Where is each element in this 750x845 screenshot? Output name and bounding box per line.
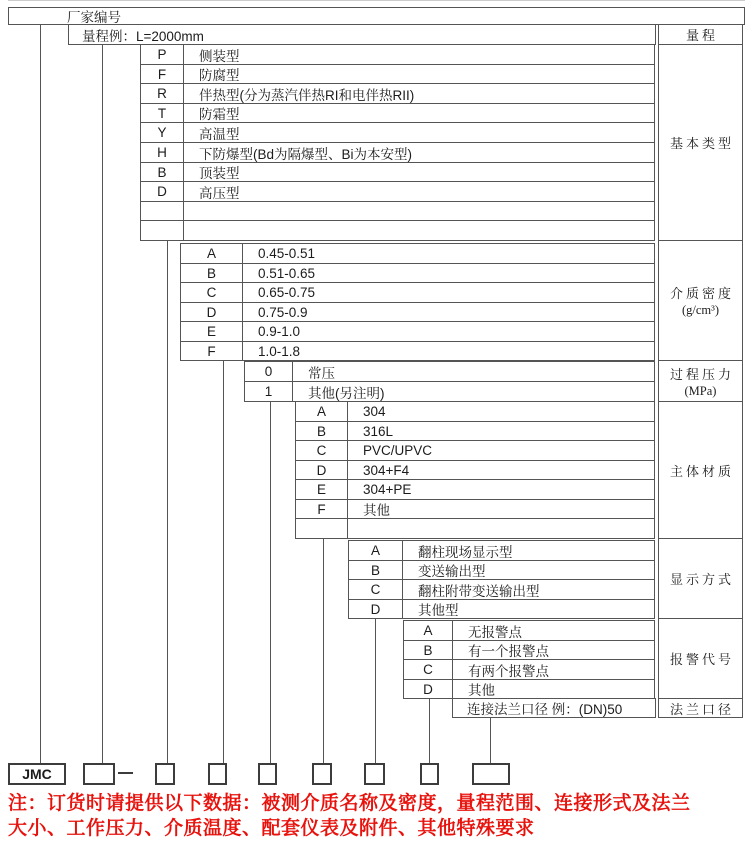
basic-type-desc-cell: 顶装型: [199, 166, 240, 181]
flange-size-text: 连接法兰口径 例：(DN)50: [467, 702, 623, 717]
basic-type-desc-cell: [184, 221, 654, 240]
alarm-code-code-cell: D: [404, 680, 453, 698]
process-pressure-code-cell: 1: [245, 382, 293, 401]
body-material-desc-cell: 316L: [363, 423, 394, 439]
basic-type-row: [140, 220, 655, 241]
basic-type-row: [140, 201, 655, 221]
body-material-desc-cell: 304+F4: [363, 462, 410, 478]
basic-type-row: [140, 44, 655, 65]
basic-type-code-cell: F: [141, 65, 184, 83]
body-material-desc-cell: [348, 519, 654, 538]
basic-type-row: [140, 162, 655, 182]
alarm-code-desc-cell: 有两个报警点: [468, 663, 549, 679]
medium-density-desc-cell: 0.45-0.51: [258, 246, 316, 261]
display-mode-desc-cell: 其他型: [418, 603, 459, 618]
display-mode-row: [348, 540, 655, 561]
label-basic-type: [658, 44, 743, 241]
display-mode-desc-cell: 翻柱现场显示型: [418, 544, 513, 560]
alarm-code-row: [403, 620, 655, 641]
label-medium-density: [658, 240, 743, 361]
process-pressure-row: [244, 361, 655, 382]
body-material-row: [295, 460, 655, 480]
body-material-desc-cell: 304+PE: [363, 482, 412, 497]
basic-type-row: [140, 64, 655, 84]
label-basic-type-text: 基本类型: [669, 136, 734, 151]
basic-type-desc-cell: 下防爆型(Bd为隔爆型、Bi为本安型): [199, 146, 413, 162]
medium-density-row: [180, 302, 655, 322]
medium-density-desc-cell: 0.65-0.75: [258, 285, 316, 300]
body-material-desc-cell: 其他: [363, 503, 390, 518]
label-process-pressure-unit: (MPa): [684, 383, 717, 398]
connector-line-5: [323, 538, 324, 763]
basic-type-desc-cell: 伴热型(分为蒸汽伴热RI和电伴热RII): [199, 87, 415, 103]
display-mode-desc-cell: 翻柱附带变送输出型: [418, 583, 540, 599]
order-note: [8, 791, 748, 841]
basic-type-row: [140, 181, 655, 202]
medium-density-row: [180, 243, 655, 264]
factory-code-label: 厂家编号: [67, 10, 121, 25]
order-note-line1: 注：订货时请提供以下数据：被测介质名称及密度，量程范围、连接形式及法兰: [8, 793, 691, 814]
medium-density-code-cell: F: [181, 342, 243, 360]
medium-density-desc-cell: 1.0-1.8: [258, 343, 301, 359]
basic-type-desc-cell: 防霜型: [199, 107, 240, 122]
model-box-range: [83, 763, 115, 785]
label-body-material-text: 主体材质: [669, 463, 734, 479]
medium-density-row: [180, 282, 655, 303]
label-display-mode-text: 显示方式: [669, 572, 734, 587]
label-process-pressure: [658, 360, 743, 402]
alarm-code-code-cell: C: [404, 660, 453, 679]
top-border-line: [8, 0, 745, 1]
model-box-alarm-code: [420, 763, 439, 785]
display-mode-code-cell: C: [349, 580, 403, 599]
flange-size-row: [452, 698, 656, 718]
medium-density-code-cell: D: [181, 303, 243, 321]
label-body-material: [658, 401, 743, 539]
display-mode-row: [348, 560, 655, 580]
body-material-row: [295, 518, 655, 539]
medium-density-row: [180, 341, 655, 361]
body-material-code-cell: A: [296, 402, 348, 421]
label-flange-size: [658, 698, 743, 718]
label-medium-density-text: 介质密度: [669, 286, 734, 301]
model-box-process-pressure: [258, 763, 277, 785]
body-material-row: [295, 440, 655, 461]
body-material-code-cell: F: [296, 500, 348, 518]
basic-type-row: [140, 142, 655, 163]
body-material-desc-cell: PVC/UPVC: [363, 443, 433, 458]
basic-type-code-cell: D: [141, 182, 184, 201]
body-material-row: [295, 499, 655, 519]
basic-type-code-cell: [141, 221, 184, 240]
display-mode-code-cell: D: [349, 600, 403, 618]
basic-type-desc-cell: 高温型: [199, 126, 240, 142]
model-box-flange-size: [472, 763, 510, 785]
process-pressure-code-cell: 0: [245, 362, 293, 381]
medium-density-desc-cell: 0.9-1.0: [258, 324, 301, 339]
range-example-row: [68, 24, 656, 45]
basic-type-desc-cell: [184, 202, 654, 220]
connector-line-1: [102, 44, 103, 763]
label-display-mode: [658, 538, 743, 619]
basic-type-code-cell: H: [141, 143, 184, 162]
alarm-code-desc-cell: 其他: [468, 683, 495, 698]
process-pressure-desc-cell: 常压: [308, 365, 335, 381]
medium-density-code-cell: E: [181, 322, 243, 341]
body-material-code-cell: B: [296, 422, 348, 440]
label-range: [658, 24, 743, 45]
basic-type-code-cell: P: [141, 45, 184, 64]
model-prefix-text: JMC: [22, 766, 52, 782]
basic-type-code-cell: [141, 202, 184, 220]
label-alarm-code: [658, 618, 743, 699]
factory-code-cell: [8, 7, 745, 25]
model-box-medium-density: [208, 763, 227, 785]
body-material-code-cell: E: [296, 480, 348, 499]
model-dash: [118, 772, 133, 774]
label-medium-density-unit: (g/cm³): [681, 303, 720, 317]
display-mode-desc-cell: 变送输出型: [418, 564, 486, 579]
body-material-row: [295, 421, 655, 441]
medium-density-code-cell: B: [181, 264, 243, 282]
basic-type-desc-cell: 防腐型: [199, 68, 240, 83]
body-material-code-cell: C: [296, 441, 348, 460]
medium-density-row: [180, 263, 655, 283]
basic-type-code-cell: T: [141, 104, 184, 122]
basic-type-desc-cell: 侧装型: [199, 48, 240, 64]
body-material-code-cell: [296, 519, 348, 538]
body-material-code-cell: D: [296, 461, 348, 479]
label-process-pressure-text: 过程压力: [669, 366, 734, 382]
model-box-body-material: [312, 763, 332, 785]
basic-type-row: [140, 83, 655, 104]
connector-line-8: [490, 717, 491, 763]
process-pressure-desc-cell: 其他(另注明): [308, 385, 385, 401]
alarm-code-desc-cell: 无报警点: [468, 624, 522, 640]
body-material-row: [295, 479, 655, 500]
basic-type-row: [140, 122, 655, 143]
connector-line-3: [223, 360, 224, 763]
label-range-text: 量程: [685, 28, 718, 43]
display-mode-row: [348, 599, 655, 619]
medium-density-code-cell: A: [181, 244, 243, 263]
connector-line-7: [429, 698, 430, 763]
alarm-code-row: [403, 659, 655, 680]
alarm-code-row: [403, 640, 655, 660]
model-box-basic-type: [155, 763, 175, 785]
alarm-code-code-cell: A: [404, 621, 453, 640]
label-flange-size-text: 法兰口径: [669, 701, 734, 717]
alarm-code-desc-cell: 有一个报警点: [468, 644, 549, 659]
label-alarm-code-text: 报警代号: [669, 652, 734, 667]
medium-density-desc-cell: 0.75-0.9: [258, 304, 308, 320]
model-prefix-box: [8, 763, 66, 785]
medium-density-desc-cell: 0.51-0.65: [258, 265, 316, 281]
display-mode-code-cell: A: [349, 541, 403, 560]
connector-line-4: [270, 401, 271, 763]
model-box-display-mode: [364, 763, 385, 785]
basic-type-row: [140, 103, 655, 123]
medium-density-code-cell: C: [181, 283, 243, 302]
body-material-row: [295, 401, 655, 422]
body-material-desc-cell: 304: [363, 404, 386, 419]
alarm-code-code-cell: B: [404, 641, 453, 659]
display-mode-code-cell: B: [349, 561, 403, 579]
basic-type-code-cell: R: [141, 84, 184, 103]
medium-density-row: [180, 321, 655, 342]
basic-type-code-cell: Y: [141, 123, 184, 142]
basic-type-desc-cell: 高压型: [199, 185, 240, 201]
display-mode-row: [348, 579, 655, 600]
connector-line-2: [167, 240, 168, 763]
connector-line-0: [40, 24, 41, 763]
process-pressure-row: [244, 381, 655, 402]
basic-type-code-cell: B: [141, 163, 184, 181]
range-example-text: 量程例：L=2000mm: [82, 28, 204, 44]
connector-line-6: [375, 618, 376, 763]
order-note-line2: 大小、工作压力、介质温度、配套仪表及附件、其他特殊要求: [8, 818, 535, 839]
alarm-code-row: [403, 679, 655, 699]
